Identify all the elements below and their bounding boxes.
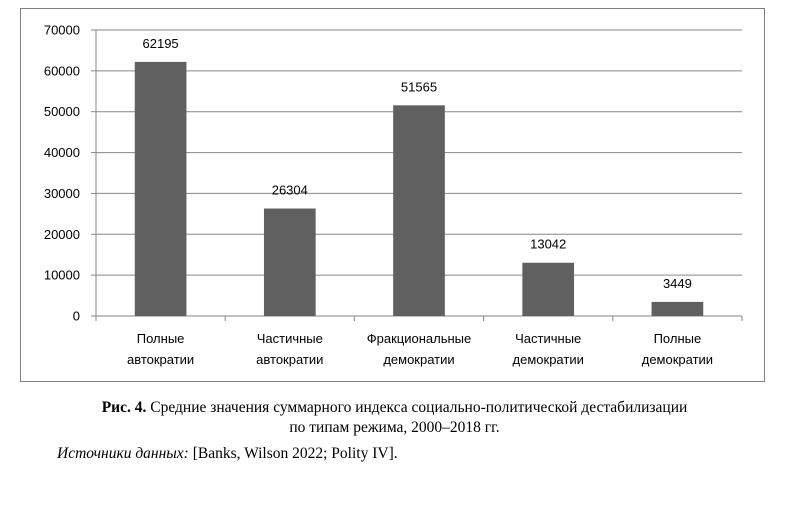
source-text: [Banks, Wilson 2022; Polity IV]. — [192, 445, 398, 462]
bar — [652, 302, 704, 316]
y-tick-label: 60000 — [43, 63, 80, 79]
category-label: Полные — [653, 331, 702, 346]
figure-caption — [0, 398, 789, 438]
data-label: 51565 — [400, 79, 438, 95]
data-label: 13042 — [530, 236, 567, 252]
bar — [135, 62, 187, 316]
category-label: Фракциональные — [366, 331, 472, 346]
data-label: 62195 — [142, 35, 179, 51]
y-tick-label: 0 — [72, 308, 80, 324]
caption-line1: Средние значения суммарного индекса социально-политической дестабилизации — [150, 399, 688, 416]
data-source — [57, 445, 398, 463]
caption-line2: по типам режима, 2000–2018 гг. — [289, 419, 500, 436]
category-label: демократии — [641, 352, 714, 367]
category-label: демократии — [512, 352, 584, 367]
y-tick-label: 20000 — [43, 226, 80, 242]
bar — [393, 105, 445, 316]
category-label: Полные — [136, 331, 185, 346]
category-label: автократии — [126, 352, 195, 367]
category-label: Частичные — [515, 331, 582, 346]
bar — [522, 263, 574, 316]
y-tick-label: 30000 — [43, 185, 80, 201]
bar — [264, 209, 316, 316]
source-label: Источники данных: — [57, 445, 189, 462]
data-label: 3449 — [662, 275, 692, 291]
category-label: Частичные — [256, 331, 323, 346]
category-label: автократии — [256, 352, 324, 367]
data-label: 26304 — [271, 182, 308, 198]
y-tick-label: 50000 — [43, 104, 80, 120]
y-tick-label: 40000 — [43, 145, 80, 161]
y-tick-label: 10000 — [43, 267, 80, 283]
caption-label: Рис. 4. — [101, 399, 147, 416]
category-label: демократии — [383, 352, 455, 367]
y-tick-label: 70000 — [43, 22, 80, 38]
